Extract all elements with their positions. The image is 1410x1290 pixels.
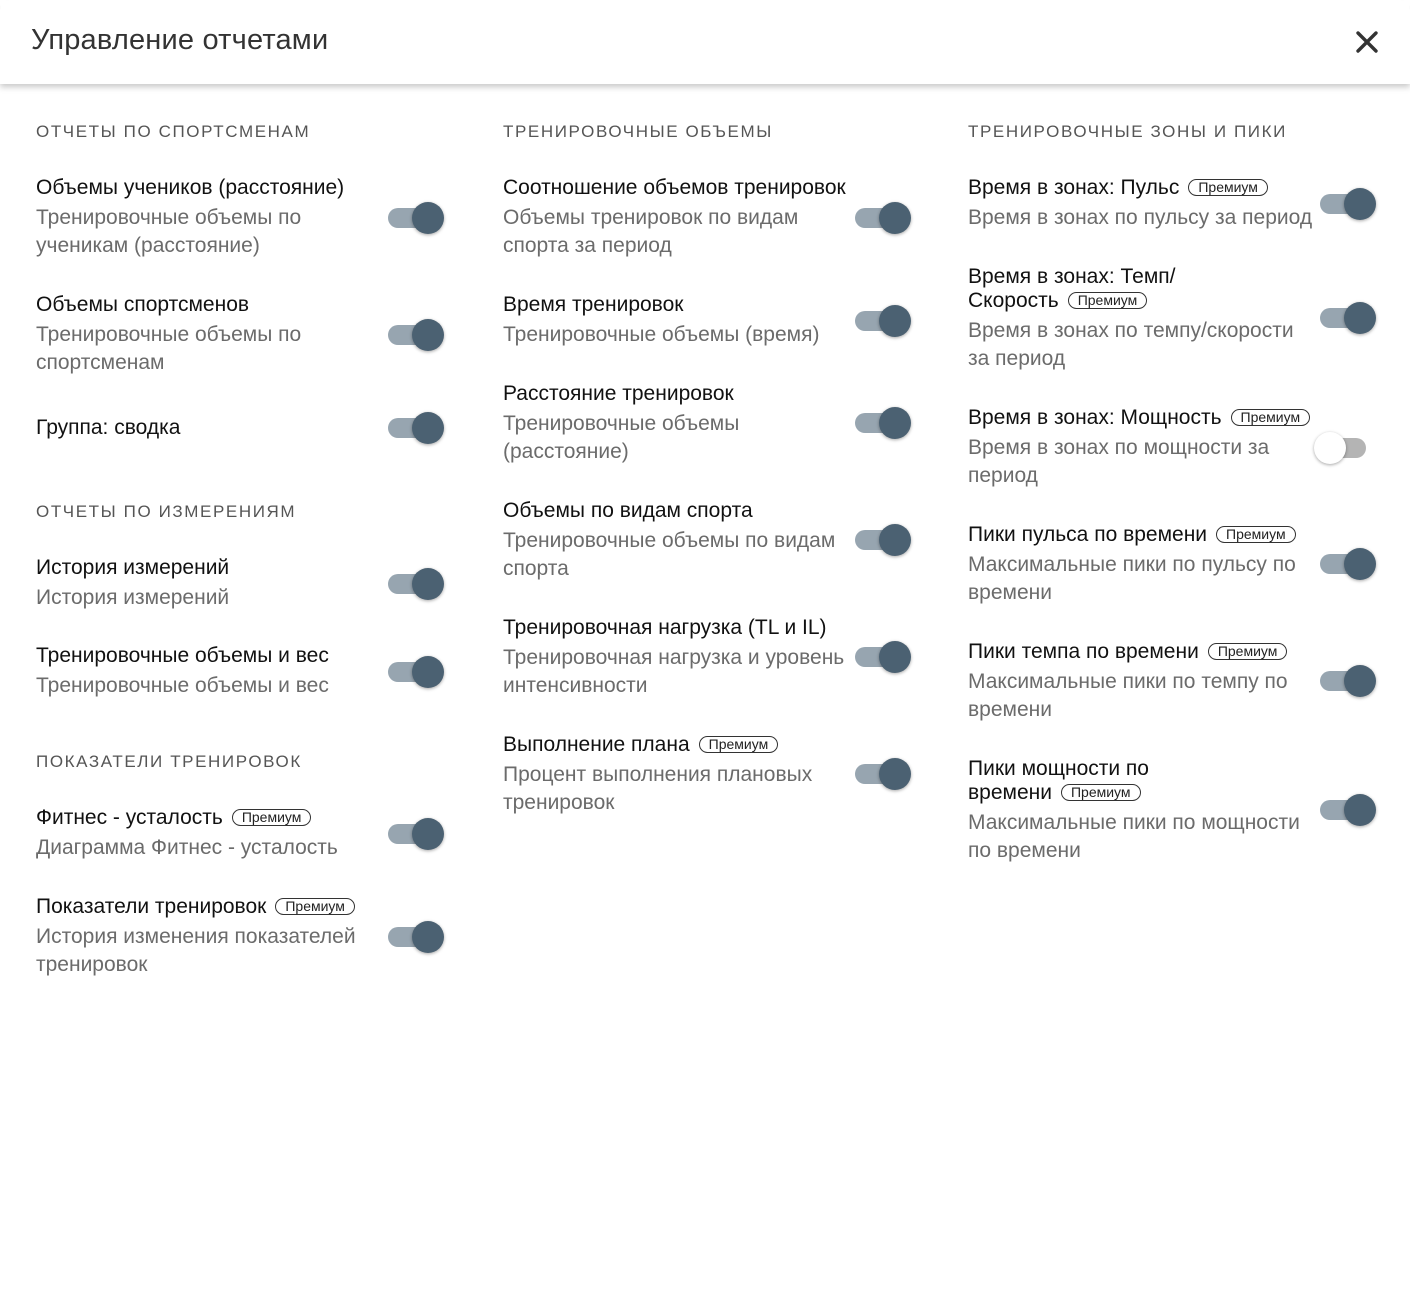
report-title: Группа: сводка [36,416,181,439]
report-description: Тренировочные объемы по спортсменам [36,323,302,374]
report-title: Пики пульса по времени Премиум [968,523,1318,547]
report-toggle[interactable] [1320,661,1376,697]
report-toggle[interactable] [388,652,444,688]
report-title: Объемы спортсменов [36,293,250,316]
report-description: Максимальные пики по пульсу по времени [968,553,1296,604]
report-title: Объемы по видам спорта [503,499,753,522]
report-description: Процент выполнения плановых тренировок [503,763,813,814]
report-toggle[interactable] [1320,544,1376,580]
report-toggle[interactable] [388,408,444,444]
report-toggle[interactable] [1320,790,1376,826]
section-title-athlete-reports: ОТЧЕТЫ ПО СПОРТСМЕНАМ [36,122,311,141]
report-description: Время в зонах по пульсу за период [968,206,1313,229]
premium-badge: Премиум [232,809,312,826]
report-description: Тренировочные объемы (время) [503,323,820,346]
report-description: Максимальные пики по темпу по времени [968,670,1288,721]
report-description: Время в зонах по темпу/скорости за период [968,319,1294,370]
report-description: Тренировочные объемы и вес [36,674,329,697]
premium-badge: Премиум [1061,784,1141,801]
report-description: Объемы тренировок по видам спорта за период [503,206,799,257]
report-toggle[interactable] [855,520,911,556]
premium-badge: Премиум [1231,409,1311,426]
report-title: Пики темпа по времени Премиум [968,640,1318,664]
dialog-header [0,0,1410,84]
report-description: Время в зонах по мощности за период [968,436,1270,487]
report-title: Расстояние тренировок [503,382,734,405]
report-title: Время в зонах: Темп/ Скорость Премиум [968,265,1176,312]
report-title: Тренировочные объемы и вес [36,644,329,667]
report-toggle[interactable] [1320,428,1376,464]
report-title: Время в зонах: Пульс Премиум [968,176,1318,200]
report-title: Пики мощности по времени Премиум [968,757,1149,804]
report-description: Тренировочные объемы по ученикам (расстояние) [36,206,302,257]
report-toggle[interactable] [855,637,911,673]
report-description: Тренировочная нагрузка и уровень интенсивности [503,646,845,697]
report-toggle[interactable] [855,198,911,234]
report-title: Время в зонах: Мощность Премиум [968,406,1328,430]
report-toggle[interactable] [855,754,911,790]
report-title: Фитнес - усталость Премиум [36,806,386,830]
report-description: Максимальные пики по мощности по времени [968,811,1300,862]
report-title: История измерений [36,556,230,579]
close-icon [1347,22,1387,62]
report-toggle[interactable] [388,814,444,850]
dialog-title: Управление отчетами [31,24,329,56]
premium-badge: Премиум [1068,292,1148,309]
report-title: Время тренировок [503,293,684,316]
report-description: История измерений [36,586,230,609]
report-toggle[interactable] [1320,298,1376,334]
report-title: Выполнение плана Премиум [503,733,853,757]
report-toggle[interactable] [388,198,444,234]
report-toggle[interactable] [388,564,444,600]
section-title-workout-metrics: ПОКАЗАТЕЛИ ТРЕНИРОВОК [36,752,302,771]
report-description: Тренировочные объемы по видам спорта [503,529,836,580]
section-title-zones-and-peaks: ТРЕНИРОВОЧНЫЕ ЗОНЫ И ПИКИ [968,122,1287,141]
report-description: История изменения показателей тренировок [36,925,356,976]
report-toggle[interactable] [388,917,444,953]
premium-badge: Премиум [1188,179,1268,196]
report-description: Тренировочные объемы (расстояние) [503,412,740,463]
report-toggle[interactable] [855,403,911,439]
report-toggle[interactable] [855,301,911,337]
report-toggle[interactable] [1320,184,1376,220]
report-toggle[interactable] [388,315,444,351]
premium-badge: Премиум [699,736,779,753]
premium-badge: Премиум [1216,526,1296,543]
close-button[interactable] [1347,22,1387,62]
report-title: Показатели тренировок Премиум [36,895,386,919]
report-title: Соотношение объемов тренировок [503,176,846,199]
premium-badge: Премиум [275,898,355,915]
report-title: Тренировочная нагрузка (TL и IL) [503,616,827,639]
premium-badge: Премиум [1208,643,1288,660]
report-title: Объемы учеников (расстояние) [36,176,345,199]
report-description: Диаграмма Фитнес - усталость [36,836,338,859]
section-title-training-volumes: ТРЕНИРОВОЧНЫЕ ОБЪЕМЫ [503,122,773,141]
section-title-measurement-reports: ОТЧЕТЫ ПО ИЗМЕРЕНИЯМ [36,502,297,521]
